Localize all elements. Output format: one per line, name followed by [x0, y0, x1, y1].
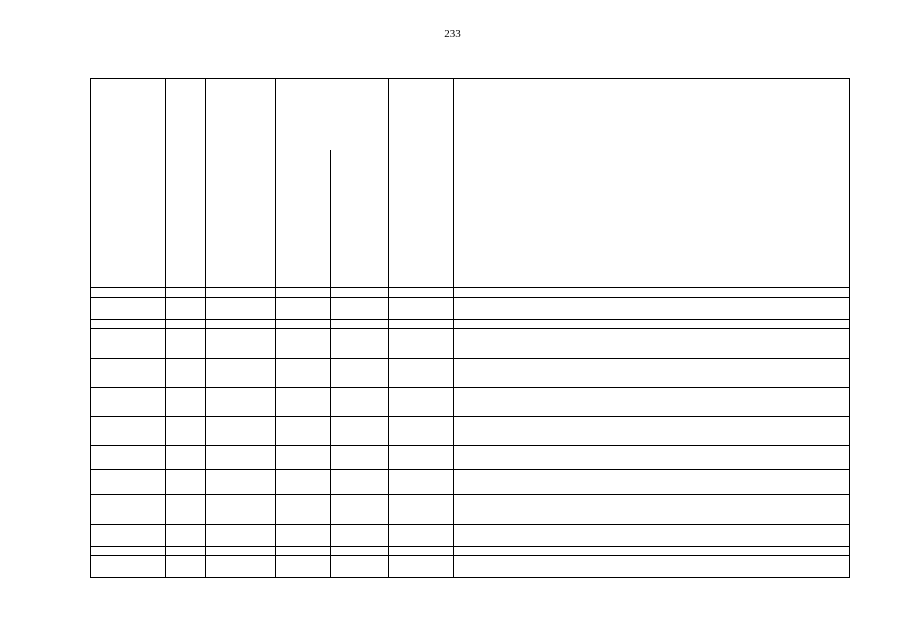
table-row	[90, 329, 850, 359]
table-row	[90, 525, 850, 547]
section-row	[90, 320, 850, 329]
table-row	[90, 470, 850, 495]
table-row	[90, 556, 850, 578]
table-row	[90, 359, 850, 388]
table-row	[90, 417, 850, 446]
table-row	[90, 298, 850, 320]
column-number-row	[90, 288, 850, 298]
page-number: 233	[444, 28, 461, 40]
table-row	[90, 495, 850, 525]
table-header	[90, 78, 850, 288]
table-row	[90, 388, 850, 417]
table-row	[90, 446, 850, 470]
section-row	[90, 547, 850, 556]
